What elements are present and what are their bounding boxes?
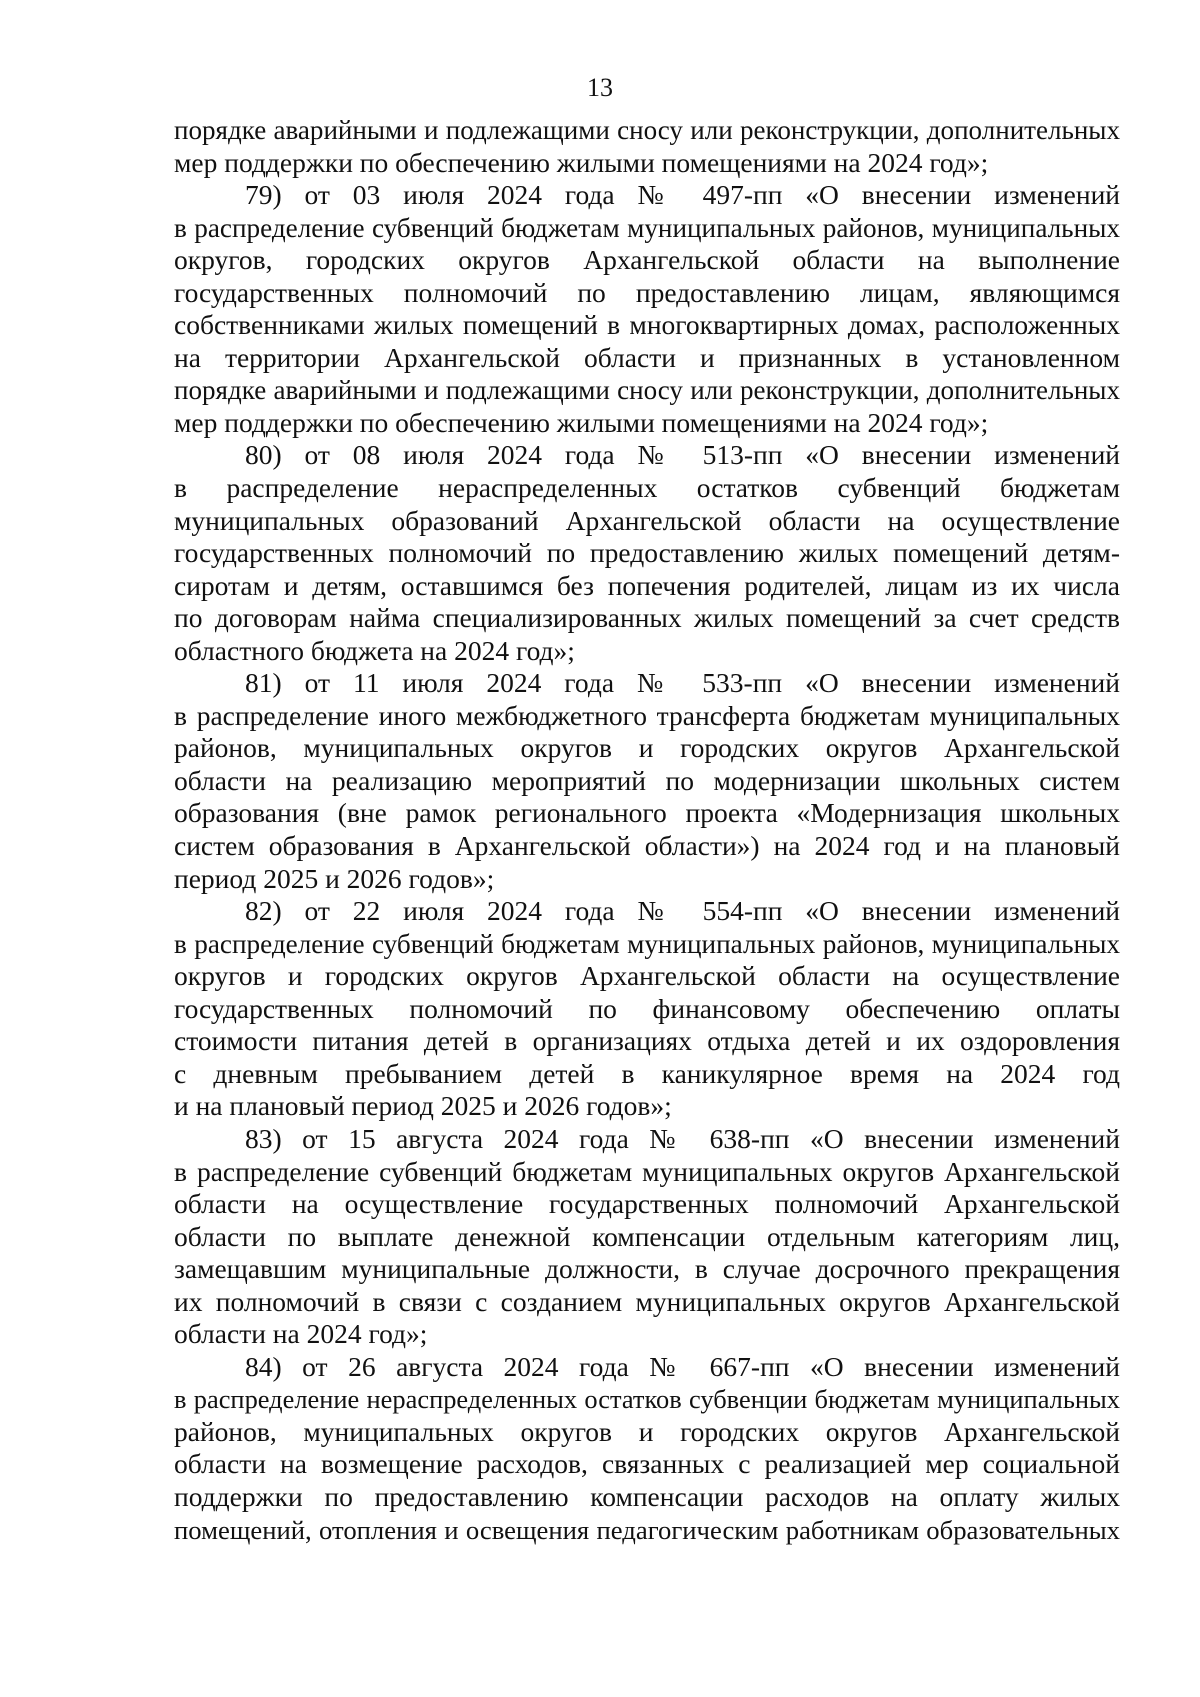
text-line: порядке аварийными и подлежащими сносу или реконструкции, дополнительных (174, 115, 1120, 145)
text-line: 83) от 15 августа 2024 года № 638-пп «О внесении изменений (245, 1122, 1120, 1154)
text-line: помещений, отопления и освещения педагогическим работникам образовательных (174, 1514, 1120, 1545)
text-line: государственных полномочий по финансовому обеспечению оплаты (174, 992, 1120, 1024)
text-line: 82) от 22 июля 2024 года № 554-пп «О внесении изменений (245, 895, 1120, 927)
text-line: в распределение субвенций бюджетам муниципальных районов, муниципальных (174, 928, 1120, 959)
text-line: области на реализацию мероприятий по модернизации школьных систем (174, 764, 1120, 796)
text-line: в распределение нераспределенных остатков субвенции бюджетам муниципальных (174, 1384, 1120, 1415)
text-line: с дневным пребыванием детей в каникулярное время на 2024 год (174, 1057, 1120, 1089)
text-line: государственных полномочий по предоставлению жилых помещений детям- (174, 537, 1120, 569)
text-line: период 2025 и 2026 годов»; (174, 862, 495, 894)
text-line: 84) от 26 августа 2024 года № 667-пп «О внесении изменений (245, 1350, 1120, 1382)
text-line: округов и городских округов Архангельской области на осуществление (174, 960, 1120, 992)
text-line: замещавшим муниципальные должности, в случае досрочного прекращения (174, 1253, 1120, 1285)
text-line: муниципальных образований Архангельской области на осуществление (174, 504, 1120, 536)
text-line: собственниками жилых помещений в многоквартирных домах, расположенных (174, 309, 1120, 341)
page-number: 13 (587, 73, 613, 102)
text-line: 79) от 03 июля 2024 года № 497-пп «О внесении изменений (245, 179, 1120, 211)
text-line: 81) от 11 июля 2024 года № 533-пп «О внесении изменений (245, 667, 1120, 699)
text-line: стоимости питания детей в организациях отдыха детей и их оздоровления (174, 1025, 1120, 1057)
text-line: в распределение субвенций бюджетам муниципальных районов, муниципальных (174, 212, 1120, 243)
text-line: государственных полномочий по предоставлению лицам, являющимся (174, 276, 1120, 308)
text-line: в распределение субвенций бюджетам муниципальных округов Архангельской (174, 1155, 1120, 1187)
text-line: образования (вне рамок регионального проекта «Модернизация школьных (174, 797, 1120, 829)
text-line: области на возмещение расходов, связанных с реализацией мер социальной (174, 1448, 1120, 1480)
document-body (174, 114, 1120, 1546)
text-line: округов, городских округов Архангельской области на выполнение (174, 244, 1120, 276)
text-line: в распределение иного межбюджетного трансферта бюджетам муниципальных (174, 699, 1120, 731)
text-line: области по выплате денежной компенсации отдельным категориям лиц, (174, 1220, 1120, 1252)
text-line: областного бюджета на 2024 год»; (174, 634, 575, 666)
text-line: и на плановый период 2025 и 2026 годов»; (174, 1090, 672, 1122)
text-line: районов, муниципальных округов и городских округов Архангельской (174, 1415, 1120, 1447)
text-line: систем образования в Архангельской области») на 2024 год и на плановый (174, 830, 1120, 862)
text-line: области на 2024 год»; (174, 1318, 428, 1350)
text-line: на территории Архангельской области и признанных в установленном (174, 341, 1120, 373)
text-line: их полномочий в связи с созданием муниципальных округов Архангельской (174, 1285, 1120, 1317)
text-line: сиротам и детям, оставшимся без попечения родителей, лицам из их числа (174, 569, 1120, 601)
text-line: районов, муниципальных округов и городских округов Архангельской (174, 732, 1120, 764)
text-line: мер поддержки по обеспечению жилыми помещениями на 2024 год»; (174, 406, 989, 438)
text-line: 80) от 08 июля 2024 года № 513-пп «О внесении изменений (245, 439, 1120, 471)
text-line: мер поддержки по обеспечению жилыми помещениями на 2024 год»; (174, 146, 989, 178)
text-line: в распределение нераспределенных остатков субвенций бюджетам (174, 472, 1120, 504)
text-line: порядке аварийными и подлежащими сносу или реконструкции, дополнительных (174, 375, 1120, 406)
text-line: поддержки по предоставлению компенсации расходов на оплату жилых (174, 1480, 1120, 1512)
text-line: области на осуществление государственных полномочий Архангельской (174, 1188, 1120, 1220)
text-line: по договорам найма специализированных жилых помещений за счет средств (174, 602, 1120, 634)
